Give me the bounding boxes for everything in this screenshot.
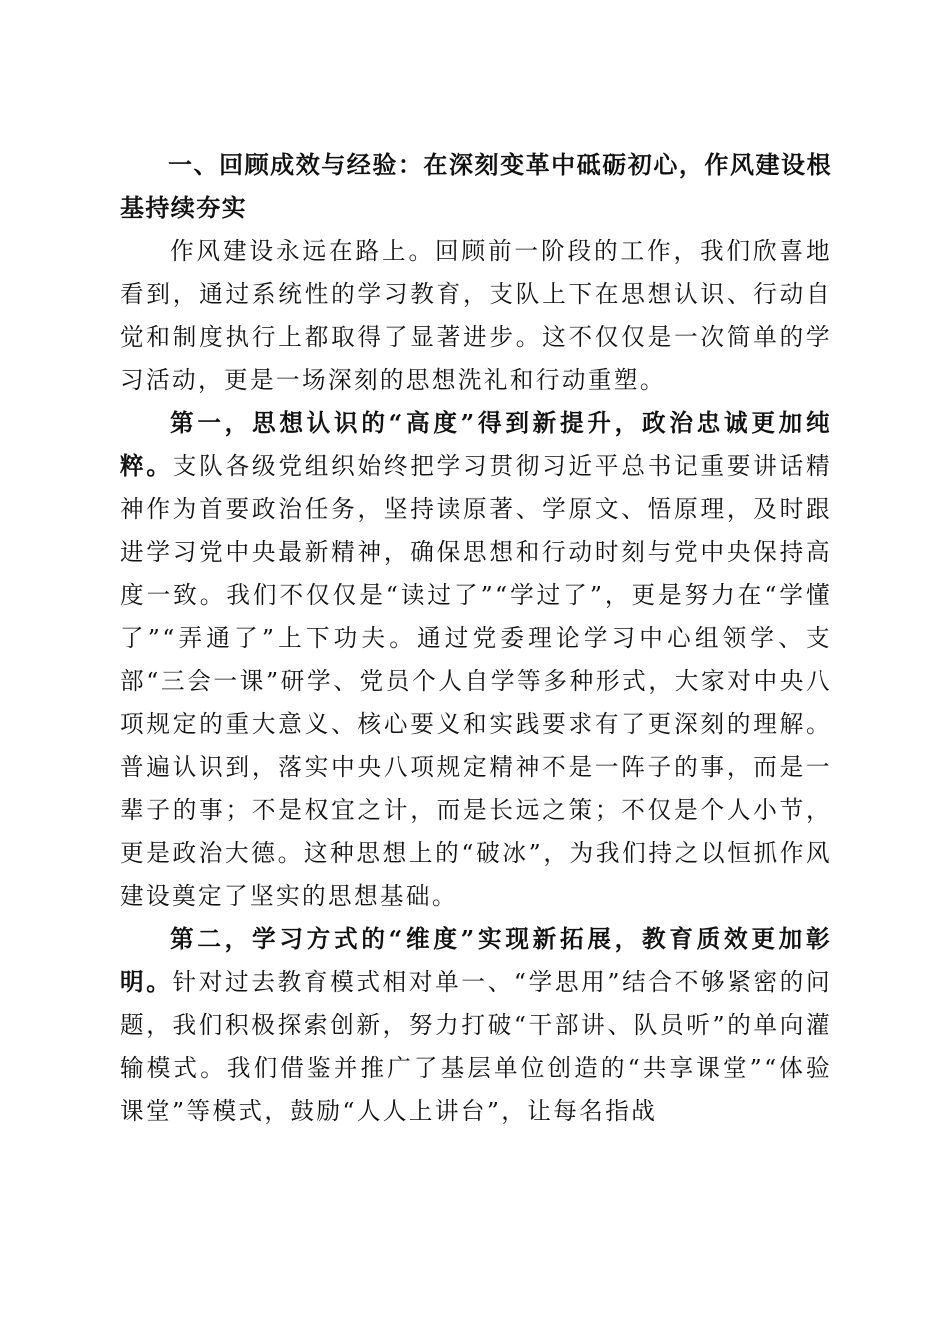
paragraph-first xyxy=(120,402,832,918)
section-heading: 一、回顾成效与经验：在深刻变革中砥砺初心，作风建设根基持续夯实 xyxy=(120,151,832,222)
paragraph-text: 针对过去教育模式相对单一、“学思用”结合不够紧密的问题，我们积极探索创新，努力打破“干部讲、队员听”的单向灌输模式。我们借鉴并推广了基层单位创造的“共享课堂”“体验课堂”等模式，鼓励“人人上讲台”，让每名指战 xyxy=(120,968,832,1125)
paragraph-text: 支队各级党组织始终把学习贯彻习近平总书记重要讲话精神作为首要政治任务，坚持读原著、学原文、悟原理，及时跟进学习党中央最新精神，确保思想和行动时刻与党中央保持高度一致。我们不仅仅是“读过了”“学过了”，更是努力在“学懂了”“弄通了”上下功夫。通过党委理论学习中心组领学、支部“三会一课”研学、党员个人自学等多种形式，大家对中央八项规定的重大意义、核心要义和实践要求有了更深刻的理解。普遍认识到，落实中央八项规定精神不是一阵子的事，而是一辈子的事；不是权宜之计，而是长远之策；不仅是个人小节，更是政治大德。这种思想上的“破冰”，为我们持之以恒抓作风建设奠定了坚实的思想基础。 xyxy=(120,452,832,910)
paragraph-lead: 第一，思想认识的“高度”得到新提升，政治忠诚更加纯粹。 xyxy=(120,409,832,480)
paragraph-text: 作风建设永远在路上。回顾前一阶段的工作，我们欣喜地看到，通过系统性的学习教育，支队上下在思想认识、行动自觉和制度执行上都取得了显著进步。这不仅仅是一次简单的学习活动，更是一场深刻的思想洗礼和行动重塑。 xyxy=(120,237,832,394)
document-body xyxy=(120,144,832,1133)
paragraph-lead: 第二，学习方式的“维度”实现新拓展，教育质效更加彰明。 xyxy=(120,925,832,996)
paragraph-intro xyxy=(120,230,832,402)
paragraph-second xyxy=(120,918,832,1133)
